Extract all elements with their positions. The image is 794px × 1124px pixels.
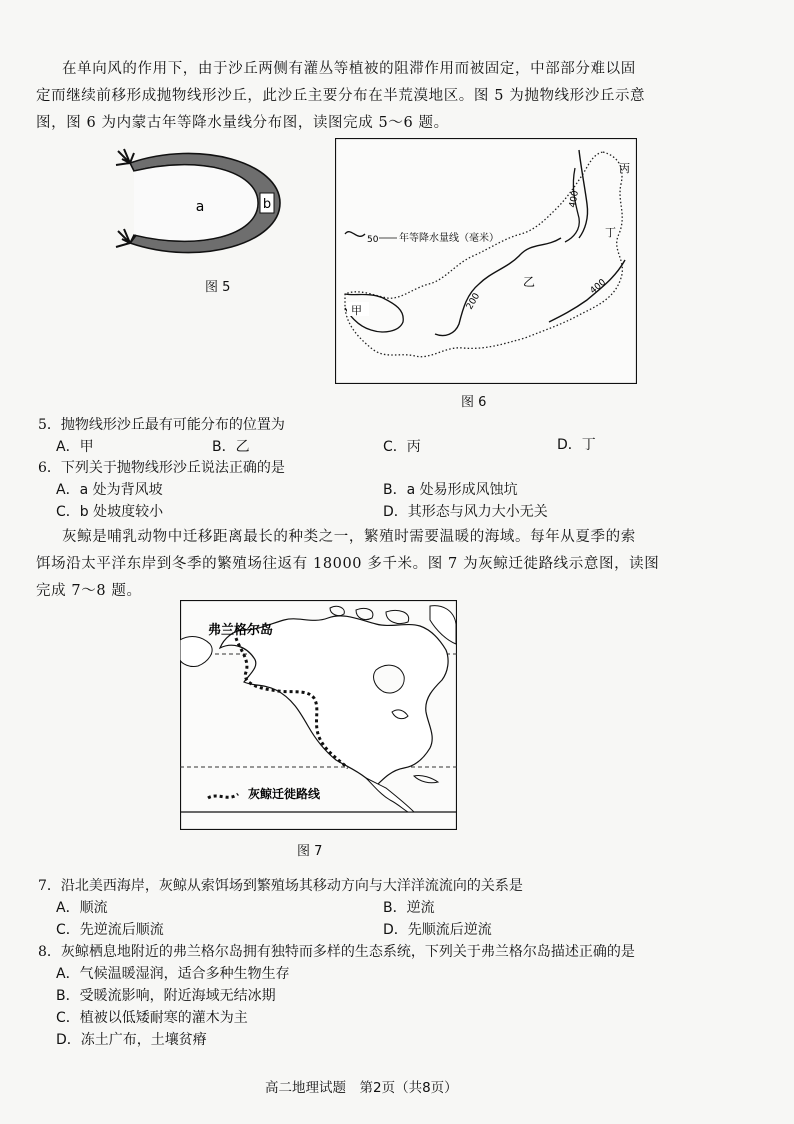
question-5-option-c: C．丙 <box>383 439 421 455</box>
question-8-stem: 8．灰鲸栖息地附近的弗兰格尔岛拥有独特而多样的生态系统，下列关于弗兰格尔岛描述正确的是 <box>38 944 635 960</box>
isohyet-400-south-label: 400 <box>588 277 609 297</box>
place-jia: 甲 <box>351 304 362 317</box>
wrangel-island-label: 弗兰格尔岛 <box>208 623 274 638</box>
intro-paragraph-1-line-3: 图，图 6 为内蒙古年等降水量线分布图，读图完成 5～6 题。 <box>36 115 449 131</box>
question-7-option-a: A．顺流 <box>56 900 108 916</box>
question-8-option-d: D．冻土广布，土壤贫瘠 <box>56 1032 207 1048</box>
intro-paragraph-1-line-1: 在单向风的作用下，由于沙丘两侧有灌丛等植被的阻滞作用而被固定，中部部分难以固 <box>62 61 636 77</box>
legend-value: 50 <box>367 235 379 245</box>
label-a: a <box>195 199 205 215</box>
legend-text: 年等降水量线（毫米） <box>399 233 499 244</box>
isohyet-200-label: 200 <box>464 291 483 312</box>
figure-7-whale-migration-map <box>180 600 457 830</box>
place-yi: 乙 <box>523 275 536 289</box>
place-ding: 丁 <box>605 226 616 239</box>
question-6-option-d: D．其形态与风力大小无关 <box>383 504 548 520</box>
question-8-option-c: C．植被以低矮耐寒的灌木为主 <box>56 1010 248 1026</box>
question-7-option-c: C．先逆流后顺流 <box>56 922 164 938</box>
intro-paragraph-2-line-1: 灰鲸是哺乳动物中迁移距离最长的种类之一，繁殖时需要温暖的海域。每年从夏季的索 <box>62 529 636 545</box>
label-b: b <box>262 197 272 212</box>
question-6-option-a: A．a 处为背风坡 <box>56 482 163 498</box>
question-5-stem: 5．抛物线形沙丘最有可能分布的位置为 <box>38 417 285 433</box>
legend-route-text: 灰鲸迁徙路线 <box>248 787 321 801</box>
figure-7-caption: 图 7 <box>297 844 323 859</box>
figure-6-caption: 图 6 <box>461 395 487 410</box>
question-5-option-d: D．丁 <box>557 437 596 453</box>
figure-6-inner-mongolia-map <box>335 138 637 384</box>
question-7-option-d: D．先顺流后逆流 <box>383 922 492 938</box>
question-6-option-c: C．b 处坡度较小 <box>56 504 164 520</box>
question-8-option-b: B．受暖流影响，附近海域无结冰期 <box>56 988 276 1004</box>
intro-paragraph-2-line-2: 饵场沿太平洋东岸到冬季的繁殖场往返有 18000 多千米。图 7 为灰鲸迁徙路线示意图，读图 <box>36 556 660 572</box>
question-8-option-a: A．气候温暖湿润，适合多种生物生存 <box>56 966 290 982</box>
question-6-stem: 6．下列关于抛物线形沙丘说法正确的是 <box>38 460 285 476</box>
figure-5-caption: 图 5 <box>205 280 231 295</box>
intro-paragraph-1-line-2: 定而继续前移形成抛物线形沙丘，此沙丘主要分布在半荒漠地区。图 5 为抛物线形沙丘示意 <box>36 88 646 104</box>
question-7-stem: 7．沿北美西海岸，灰鲸从索饵场到繁殖场其移动方向与大洋洋流流向的关系是 <box>38 878 523 894</box>
page-footer: 高二地理试题 第2页（共8页） <box>265 1080 458 1096</box>
figure-5-parabolic-dune <box>110 145 310 265</box>
intro-paragraph-2-line-3: 完成 7～8 题。 <box>36 583 142 599</box>
isohyet-400-north-label: 400 <box>568 189 581 209</box>
question-5-option-b: B．乙 <box>212 439 250 455</box>
place-bing: 丙 <box>619 162 630 175</box>
question-5-option-a: A．甲 <box>56 439 94 455</box>
question-7-option-b: B．逆流 <box>383 900 435 916</box>
question-6-option-b: B．a 处易形成风蚀坑 <box>383 482 518 498</box>
